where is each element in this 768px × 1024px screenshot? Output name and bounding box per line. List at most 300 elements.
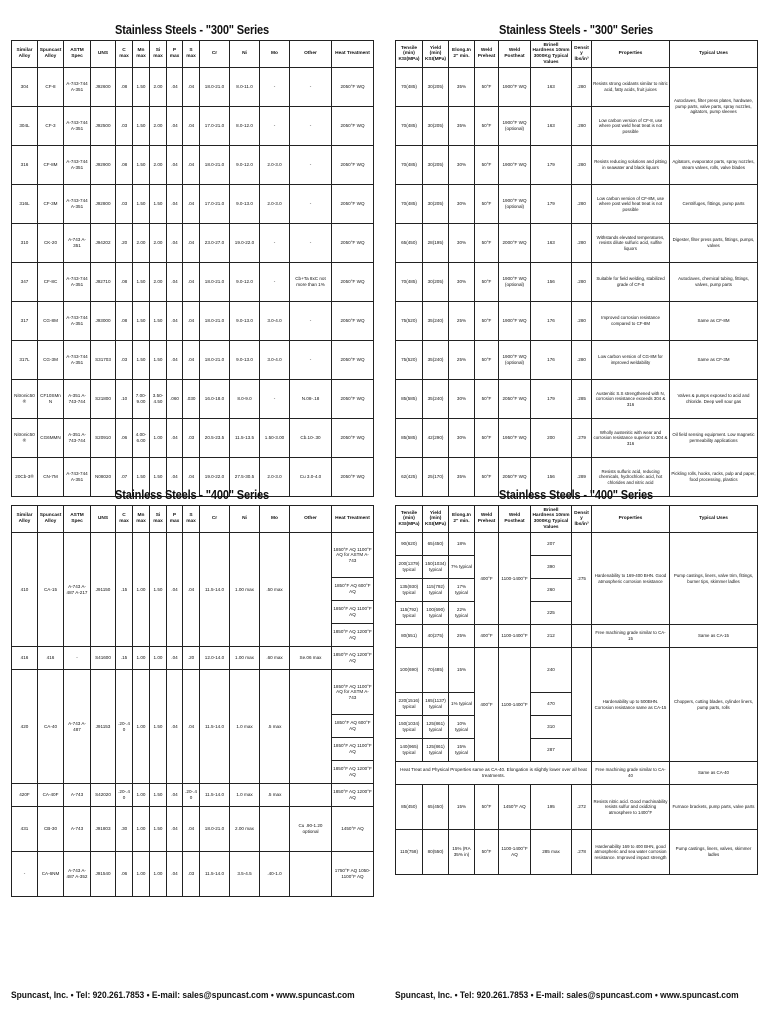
table-cell: 125(861) typical bbox=[423, 716, 449, 739]
table-cell: 220(1516) typical bbox=[396, 693, 423, 716]
table-cell: 25% bbox=[449, 625, 475, 648]
table-cell: 1900°F WQ bbox=[499, 146, 531, 185]
table-cell: - bbox=[260, 107, 290, 146]
table-cell: 50°F bbox=[475, 68, 499, 107]
table-cell: .08 bbox=[116, 263, 133, 302]
table-cell: .04 bbox=[167, 852, 183, 897]
table-cell: 195 bbox=[531, 785, 572, 830]
table-cell: A-743-744 A-351 bbox=[64, 263, 91, 302]
footer-contact: Spuncast, Inc. • Tel: 920.261.7853 • E-mail: sales@spuncast.com • www.spuncast.com bbox=[395, 990, 739, 1001]
table-row bbox=[396, 380, 758, 419]
table-cell: 11.5-14.0 bbox=[200, 784, 230, 807]
column-header: Weld Postheat bbox=[499, 41, 531, 68]
table-cell: 9.0-13.0 bbox=[230, 341, 260, 380]
table-cell: 18.0-21.0 bbox=[200, 341, 230, 380]
table-cell: Resists reducing solutions and pitting in seawater and black liquors bbox=[592, 146, 670, 185]
table-cell: Cb+Ta 8xC not more than 1% bbox=[290, 263, 332, 302]
table-cell: .5 max bbox=[260, 670, 290, 784]
table-row bbox=[396, 68, 758, 107]
table-cell: 18% bbox=[449, 533, 475, 556]
table-cell: 25% bbox=[449, 341, 475, 380]
column-header: UNS bbox=[91, 506, 116, 533]
table-cell: 27.5-30.5 bbox=[230, 458, 260, 497]
table-row bbox=[396, 785, 758, 830]
column-header: Density lbs/in³ bbox=[572, 506, 592, 533]
table-cell: 1100-1400°F bbox=[499, 533, 531, 625]
table-cell: 50°F bbox=[475, 107, 499, 146]
table-cell bbox=[290, 670, 332, 784]
table-cell: Low carbon version of CF-8M, use where post weld heat treat is not possible bbox=[592, 185, 670, 224]
table-cell: 2050°F WQ bbox=[332, 185, 374, 224]
table-cell: 2050°F WQ bbox=[332, 341, 374, 380]
table-cell: .280 bbox=[572, 68, 592, 107]
table-cell: 140(965) typical bbox=[396, 739, 423, 762]
table-cell: 179 bbox=[531, 185, 572, 224]
table-row bbox=[396, 146, 758, 185]
table-cell: 80(550) bbox=[423, 830, 449, 875]
table-cell: 35% bbox=[449, 458, 475, 497]
table-cell: 70(485) bbox=[396, 146, 423, 185]
table-cell: 9.0-13.0 bbox=[230, 302, 260, 341]
table-cell: .285 bbox=[572, 380, 592, 419]
table-cell: 400°F bbox=[475, 533, 499, 625]
table-cell: .5 max bbox=[260, 784, 290, 807]
table-cell: 1.00 bbox=[133, 670, 150, 784]
table-cell: Resists nitric acid. Good machinability resists sulfur and oxidizing atmosphere to 1400°F bbox=[592, 785, 670, 830]
column-header: ASTM Spec bbox=[64, 41, 91, 68]
table-cell: 15% (RA 35% in) bbox=[449, 830, 475, 875]
table-cell: Suitable for field welding, stabilized grade of CF-8 bbox=[592, 263, 670, 302]
table-cell: 1.50 bbox=[133, 341, 150, 380]
table-cell: 35(240) bbox=[423, 302, 449, 341]
table-cell: .04 bbox=[167, 807, 183, 852]
table-cell: - bbox=[290, 68, 332, 107]
table-cell: 1100-1400°F AQ bbox=[499, 830, 531, 875]
table-cell: 30% bbox=[449, 380, 475, 419]
table-cell: 420F bbox=[12, 784, 38, 807]
table-cell: 1.50 bbox=[150, 458, 167, 497]
table-cell: 212 bbox=[531, 625, 572, 648]
table-cell: 1850°F AQ 1200°F AQ bbox=[332, 761, 374, 784]
table-cell: J92710 bbox=[91, 263, 116, 302]
table-cell: 70(485) bbox=[396, 263, 423, 302]
table-cell: 10% typical bbox=[449, 716, 475, 739]
table-row bbox=[12, 68, 374, 107]
table-cell: 50°F bbox=[475, 785, 499, 830]
table-row bbox=[396, 648, 758, 693]
table-cell: .04 bbox=[183, 185, 200, 224]
table-cell: 15% bbox=[449, 648, 475, 693]
table-cell: .280 bbox=[572, 263, 592, 302]
table-cell: .04 bbox=[167, 263, 183, 302]
table-cell: A-743 A-351 bbox=[64, 224, 91, 263]
column-header: Heat Treatment bbox=[332, 506, 374, 533]
table-cell: 1850°F AQ 1200°F AQ bbox=[332, 647, 374, 670]
table-cell: 2.0-3.0 bbox=[260, 146, 290, 185]
table-row bbox=[396, 185, 758, 224]
table-row bbox=[396, 762, 758, 785]
table-cell: CF-3M bbox=[38, 185, 64, 224]
page-title: Stainless Steels - "300" Series bbox=[115, 22, 269, 37]
column-header: Ni bbox=[230, 41, 260, 68]
table-cell: .04 bbox=[167, 458, 183, 497]
table-cell: - bbox=[12, 852, 38, 897]
table-cell: Low carbon version of CF-8, use where post weld heat treat is not possible bbox=[592, 107, 670, 146]
table-cell: 310 bbox=[12, 224, 38, 263]
table-cell: 80(551) bbox=[396, 625, 423, 648]
table-cell: 20.5-23.5 bbox=[200, 419, 230, 458]
table-cell: .04 bbox=[183, 807, 200, 852]
table-cell: 1.0 max bbox=[230, 670, 260, 784]
table-cell: 156 bbox=[531, 458, 572, 497]
table-cell: 179 bbox=[531, 380, 572, 419]
table-cell: .04 bbox=[167, 341, 183, 380]
table-cell: Pickling rolls, hooks, racks, pulp and paper, food processing, plastics bbox=[670, 458, 758, 497]
table-row bbox=[12, 807, 374, 852]
table-row bbox=[12, 852, 374, 897]
table-cell: 1850°F AQ 1100°F AQ bbox=[332, 601, 374, 624]
table-cell: 1900°F WQ (optional) bbox=[499, 185, 531, 224]
table-cell bbox=[290, 852, 332, 897]
table-cell: A-743-744 A-351 bbox=[64, 302, 91, 341]
column-header: Si max bbox=[150, 41, 167, 68]
table-cell: 1900°F WQ bbox=[499, 302, 531, 341]
table-cell: 15% bbox=[449, 785, 475, 830]
table-row bbox=[396, 341, 758, 380]
table-cell: Digester, filter press parts, fittings, pumps, valves bbox=[670, 224, 758, 263]
table-cell: Hardenability up to 500BHN. Corrosion resistance same as CA-15 bbox=[592, 648, 670, 762]
table-cell: CA-15 bbox=[38, 533, 64, 647]
table-cell: .04 bbox=[183, 533, 200, 647]
table-cell: 62(425) bbox=[396, 458, 423, 497]
table-cell: Same as CA-40 bbox=[670, 762, 758, 785]
table-cell: 400°F bbox=[475, 648, 499, 762]
table-cell: .280 bbox=[572, 341, 592, 380]
table-cell: 163 bbox=[531, 68, 572, 107]
table-cell: .289 bbox=[572, 458, 592, 497]
table-cell: 1.00 bbox=[150, 647, 167, 670]
header-row bbox=[396, 506, 758, 533]
table-300-physical bbox=[395, 40, 758, 497]
table-cell: 11.5-14.0 bbox=[200, 670, 230, 784]
table-row bbox=[12, 380, 374, 419]
column-header: Brinell Hardness 10mm 3000Kg Typical Values bbox=[531, 41, 572, 68]
table-cell: 1.50 bbox=[150, 185, 167, 224]
column-header: Typical Uses bbox=[670, 41, 758, 68]
table-cell: CF-8 bbox=[38, 68, 64, 107]
column-header: Heat Treatment bbox=[332, 41, 374, 68]
table-cell: 135(930) typical bbox=[396, 579, 423, 602]
table-cell: 1850°F AQ 600°F AQ bbox=[332, 715, 374, 738]
table-cell: 163 bbox=[531, 224, 572, 263]
table-cell: .280 bbox=[572, 302, 592, 341]
table-cell: 35% bbox=[449, 107, 475, 146]
table-cell: Improved corrosion resistance compared to CF-8M bbox=[592, 302, 670, 341]
table-cell: 2.0-3.0 bbox=[260, 458, 290, 497]
table-cell: Pump castings, liners, valves, skimmer ladles bbox=[670, 830, 758, 875]
table-cell: 17.0-21.0 bbox=[200, 185, 230, 224]
table-cell: 50°F bbox=[475, 419, 499, 458]
table-cell: 2050°F WQ bbox=[332, 146, 374, 185]
column-header: Mn max bbox=[133, 41, 150, 68]
table-cell: 1.50 bbox=[150, 807, 167, 852]
table-cell: 2050°F WQ bbox=[332, 224, 374, 263]
table-row bbox=[396, 302, 758, 341]
table-cell: 50°F bbox=[475, 302, 499, 341]
table-cell: 12.0-14.0 bbox=[200, 647, 230, 670]
column-header: Properties bbox=[592, 41, 670, 68]
table-cell: Cb.10-.30 bbox=[290, 419, 332, 458]
table-cell: - bbox=[260, 380, 290, 419]
table-cell: 30% bbox=[449, 224, 475, 263]
table-cell: - bbox=[290, 224, 332, 263]
table-cell: CG-8M bbox=[38, 302, 64, 341]
table-row bbox=[396, 625, 758, 648]
table-cell: 90(620) bbox=[396, 533, 423, 556]
table-cell: Se.06 max bbox=[290, 647, 332, 670]
table-cell: 1.00 bbox=[133, 807, 150, 852]
table-cell: .280 bbox=[572, 107, 592, 146]
table-cell: 176 bbox=[531, 341, 572, 380]
table-cell: 75(520) bbox=[396, 341, 423, 380]
table-cell: 207 bbox=[531, 533, 572, 556]
table-cell: .04 bbox=[167, 185, 183, 224]
table-cell: .04 bbox=[183, 302, 200, 341]
table-cell: Centrifuges, fittings, pump parts bbox=[670, 185, 758, 224]
table-cell: J91150 bbox=[91, 533, 116, 647]
table-cell: 9.0-12.0 bbox=[230, 263, 260, 302]
table-cell: .06 bbox=[116, 852, 133, 897]
table-cell: 125(861) typical bbox=[423, 739, 449, 762]
table-row bbox=[12, 107, 374, 146]
table-cell: 2.00 bbox=[150, 263, 167, 302]
table-cell: .04 bbox=[183, 146, 200, 185]
table-cell: .03 bbox=[183, 419, 200, 458]
table-cell: Nitronic50® bbox=[12, 419, 38, 458]
table-cell: Withstands elevated temperatures, resists dilute sulfuric acid, sulfite liquors bbox=[592, 224, 670, 263]
table-cell: 1850°F AQ 1200°F AQ bbox=[332, 624, 374, 647]
table-row bbox=[396, 830, 758, 875]
table-cell: 431 bbox=[12, 807, 38, 852]
table-cell: 2050°F WQ bbox=[499, 458, 531, 497]
table-cell: 50°F bbox=[475, 458, 499, 497]
column-header: Typical Uses bbox=[670, 506, 758, 533]
table-cell: CA-40F bbox=[38, 784, 64, 807]
table-cell: 16.0-18.0 bbox=[200, 380, 230, 419]
table-cell: 1850°F AQ 600°F AQ bbox=[332, 578, 374, 601]
table-cell: CA-6NM bbox=[38, 852, 64, 897]
table-cell: CN-7M bbox=[38, 458, 64, 497]
table-cell: 2.00 bbox=[150, 224, 167, 263]
table-cell: 1850°F AQ 1100°F AQ for ASTM A-743 bbox=[332, 533, 374, 578]
table-cell: 316 bbox=[12, 146, 38, 185]
table-cell: .03 bbox=[116, 185, 133, 224]
table-cell: .20-.40 bbox=[116, 784, 133, 807]
table-cell: 100(690) typical bbox=[423, 602, 449, 625]
table-cell: 19.0-22.0 bbox=[230, 224, 260, 263]
table-cell: .15 bbox=[116, 533, 133, 647]
table-cell: 1.0 max bbox=[230, 784, 260, 807]
page-title: Stainless Steels - "400" Series bbox=[115, 487, 269, 502]
table-cell: CF-3 bbox=[38, 107, 64, 146]
table-cell: .280 bbox=[572, 146, 592, 185]
table-cell: .272 bbox=[572, 785, 592, 830]
table-cell: A-743-744 A-351 bbox=[64, 185, 91, 224]
table-cell: Hardenability to 169-400 BHN. Good atmospheric corrosion resistance bbox=[592, 533, 670, 625]
table-cell: 1850°F AQ 1100°F AQ bbox=[332, 738, 374, 761]
table-cell: .030 bbox=[183, 380, 200, 419]
table-cell: 35(240) bbox=[423, 380, 449, 419]
table-cell: 410 bbox=[12, 533, 38, 647]
table-cell: .04 bbox=[167, 107, 183, 146]
table-cell: 65(450) bbox=[396, 224, 423, 263]
table-row bbox=[12, 263, 374, 302]
column-header: Mo bbox=[260, 41, 290, 68]
table-cell: J92500 bbox=[91, 107, 116, 146]
column-header: Cr bbox=[200, 506, 230, 533]
table-cell: 23.0-27.0 bbox=[200, 224, 230, 263]
table-row bbox=[12, 647, 374, 670]
table-cell: .40-1.0 bbox=[260, 852, 290, 897]
table-cell: 390 bbox=[531, 556, 572, 579]
table-cell: A-743-744 A-351 bbox=[64, 341, 91, 380]
table-cell: 70(485) bbox=[396, 107, 423, 146]
column-header: Similar Alloy bbox=[12, 41, 38, 68]
table-cell: 7.00-9.00 bbox=[133, 380, 150, 419]
column-header: Mo bbox=[260, 506, 290, 533]
table-cell: CF10SMnN bbox=[38, 380, 64, 419]
table-cell: .04 bbox=[167, 302, 183, 341]
table-cell: .04 bbox=[167, 647, 183, 670]
table-row bbox=[12, 185, 374, 224]
table-cell: - bbox=[290, 185, 332, 224]
table-cell: 65(450) bbox=[423, 785, 449, 830]
table-cell: Resists strong oxidants similar to nitric acid, fatty acids, fruit juices bbox=[592, 68, 670, 107]
table-cell: CK-20 bbox=[38, 224, 64, 263]
header-row bbox=[12, 506, 374, 533]
table-cell: Choppers, cutting blades, cylinder liners, pump parts, rolls bbox=[670, 648, 758, 762]
table-cell: 11.5-14.0 bbox=[200, 533, 230, 647]
table-cell: 2.0-3.0 bbox=[260, 185, 290, 224]
table-cell: Free machining grade similar to CA-40 bbox=[592, 762, 670, 785]
column-header: C max bbox=[116, 41, 133, 68]
table-cell: 1.50 bbox=[133, 263, 150, 302]
table-cell: 420 bbox=[12, 670, 38, 784]
table-cell: .20 bbox=[116, 224, 133, 263]
table-cell: Autoclaves, chemical tubing, fittings, valves, pump parts bbox=[670, 263, 758, 302]
table-cell: .04 bbox=[167, 670, 183, 784]
table-cell bbox=[572, 648, 592, 762]
table-cell: Austenitic S.S strengthened with N, corrosion resistance exceeds 304 & 316 bbox=[592, 380, 670, 419]
table-row bbox=[12, 146, 374, 185]
table-cell: .04 bbox=[183, 68, 200, 107]
table-cell: 1.50 bbox=[133, 68, 150, 107]
column-header: UNS bbox=[91, 41, 116, 68]
table-cell: 100(690) bbox=[396, 648, 423, 693]
table-cell: A-743 bbox=[64, 784, 91, 807]
panel-400-chemistry bbox=[11, 487, 373, 897]
table-cell: Free machining grade similar to CA-15 bbox=[592, 625, 670, 648]
table-cell: .04 bbox=[183, 263, 200, 302]
table-cell: 19.0-22.0 bbox=[200, 458, 230, 497]
table-cell: Valves & pumps exposed to acid and chloride. Deep well sour gas bbox=[670, 380, 758, 419]
table-cell: 163 bbox=[531, 107, 572, 146]
table-cell: 3.5-4.5 bbox=[230, 852, 260, 897]
table-cell: 1.50 bbox=[150, 670, 167, 784]
table-cell: 1.00 max bbox=[230, 647, 260, 670]
table-cell: 1750°F AQ 1050-1100°F AQ bbox=[332, 852, 374, 897]
table-cell: .04 bbox=[167, 784, 183, 807]
column-header: Weld Preheat bbox=[475, 506, 499, 533]
table-cell: 8.0-9.0 bbox=[230, 380, 260, 419]
table-row bbox=[12, 302, 374, 341]
table-cell: 2000°F WQ bbox=[499, 224, 531, 263]
table-cell: J91540 bbox=[91, 852, 116, 897]
table-cell: 18.0-21.0 bbox=[200, 68, 230, 107]
table-cell: S20910 bbox=[91, 419, 116, 458]
table-cell: .04 bbox=[183, 341, 200, 380]
table-cell: 85(585) bbox=[396, 380, 423, 419]
table-cell: 9.0-12.0 bbox=[230, 146, 260, 185]
table-cell: 240 bbox=[531, 648, 572, 693]
table-cell: 30(205) bbox=[423, 68, 449, 107]
table-cell: S42020 bbox=[91, 784, 116, 807]
table-cell: 1% typical bbox=[449, 693, 475, 716]
table-cell: 2050°F WQ bbox=[332, 107, 374, 146]
table-cell: CF-8M bbox=[38, 146, 64, 185]
table-cell: J91803 bbox=[91, 807, 116, 852]
table-cell: Furnace brackets, pump parts, valve parts bbox=[670, 785, 758, 830]
table-cell: 2050°F WQ bbox=[499, 380, 531, 419]
table-cell: 200 bbox=[531, 419, 572, 458]
table-cell: .279 bbox=[572, 419, 592, 458]
table-cell: 2.00 bbox=[133, 224, 150, 263]
column-header: Similar Alloy bbox=[12, 506, 38, 533]
table-cell: 2.00 max bbox=[230, 807, 260, 852]
table-cell: J94202 bbox=[91, 224, 116, 263]
table-cell: CB-30 bbox=[38, 807, 64, 852]
table-cell: A-743-744 A-351 bbox=[64, 68, 91, 107]
table-cell: 18.0-21.0 bbox=[200, 146, 230, 185]
table-cell: 2050°F WQ bbox=[332, 380, 374, 419]
table-cell: 2050°F WQ bbox=[332, 302, 374, 341]
table-cell: .20-.40 bbox=[116, 670, 133, 784]
table-cell: 7% typical bbox=[449, 556, 475, 579]
column-header: Density lbs/in³ bbox=[572, 41, 592, 68]
table-cell: 416 bbox=[38, 647, 64, 670]
panel-300-chemistry bbox=[11, 22, 373, 497]
table-cell: .04 bbox=[167, 68, 183, 107]
table-cell: 115(792) typical bbox=[423, 579, 449, 602]
table-cell: Agitators, evaporator parts, spray nozzles, steam valves, rolls, valve blades bbox=[670, 146, 758, 185]
table-row bbox=[396, 263, 758, 302]
column-header: ASTM Spec bbox=[64, 506, 91, 533]
table-cell: .04 bbox=[183, 107, 200, 146]
column-header: P max bbox=[167, 506, 183, 533]
table-cell: 85(585) bbox=[396, 419, 423, 458]
table-cell: A-351 A-743-744 bbox=[64, 380, 91, 419]
table-row bbox=[12, 224, 374, 263]
page-title: Stainless Steels - "400" Series bbox=[499, 487, 653, 502]
table-cell: J92600 bbox=[91, 68, 116, 107]
table-cell: 1100-1400°F bbox=[499, 625, 531, 648]
table-cell: 9.0-13.0 bbox=[230, 185, 260, 224]
table-cell: 3.0-4.0 bbox=[260, 341, 290, 380]
table-cell: 2.00 bbox=[150, 68, 167, 107]
table-cell bbox=[572, 625, 592, 648]
table-cell: 1.00 bbox=[133, 784, 150, 807]
table-cell: 1.00 max bbox=[230, 533, 260, 647]
